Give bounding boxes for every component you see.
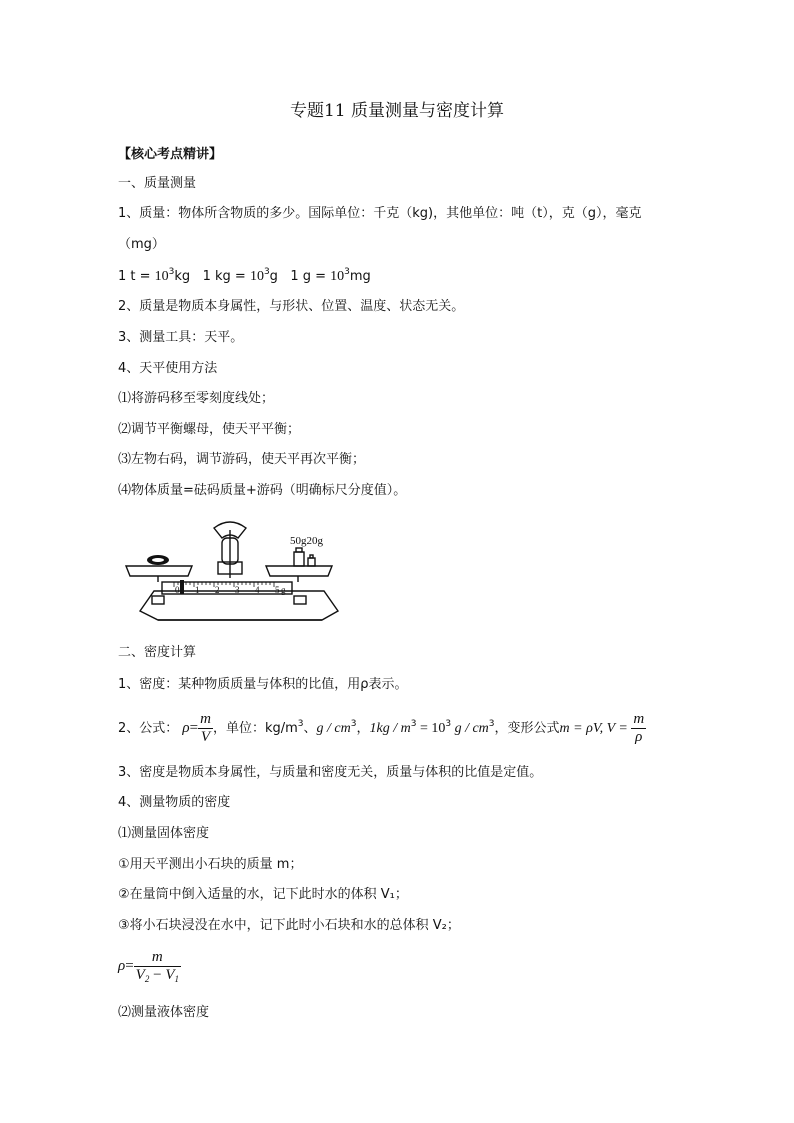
paragraph-balance-usage: 4、天平使用方法: [118, 361, 218, 376]
formula-conv-mid-exp: 3: [445, 719, 452, 729]
conv-c-lhs: 1 g =: [290, 269, 331, 284]
subheading-solid-density: ⑴测量固体密度: [118, 826, 210, 841]
solid-formula-fraction: [134, 949, 181, 984]
paragraph-mass-definition-continued: （mg）: [118, 237, 165, 252]
solid-step-item: ②在量筒中倒入适量的水，记下此时水的体积 V₁；: [118, 887, 408, 902]
heading-density-calculation: 二、密度计算: [118, 645, 197, 660]
solid-density-formula: [118, 948, 181, 988]
formula-conv-left-exp: 3: [410, 719, 417, 729]
unit-conversion-line: [118, 268, 371, 286]
conv-a-base: 10: [154, 269, 169, 284]
conv-c-exp: 3: [344, 267, 350, 277]
conv-b-unit: g: [269, 269, 278, 284]
solid-formula-den-b: V: [165, 967, 175, 983]
heading-mass-measurement: 一、质量测量: [118, 176, 197, 191]
formula-conv-right-exp: 3: [488, 719, 495, 729]
conv-c-base: 10: [330, 269, 345, 284]
right-pan: [266, 566, 332, 576]
paragraph-measuring-tool: 3、测量工具：天平。: [118, 330, 244, 345]
conv-b-exp: 3: [263, 267, 270, 277]
step-item: ⑷物体质量=砝码质量+游码（明确标尺分度值）。: [118, 483, 407, 498]
density-formula-line: [118, 710, 646, 746]
left-pan: [126, 566, 192, 576]
conv-a-lhs: 1 t =: [118, 269, 155, 284]
solid-step-item: ①用天平测出小石块的质量 m；: [118, 857, 303, 872]
formula-variant-label: ，变形公式: [494, 721, 560, 736]
section-header: 【核心考点精讲】: [118, 147, 223, 162]
formula-num: m: [200, 711, 211, 727]
formula-variant-num: m: [633, 711, 645, 727]
scale-tick-label: 4: [255, 585, 260, 595]
solid-formula-den-a-sub: 2: [144, 974, 150, 984]
step-item: ⑴将游码移至零刻度线处；: [118, 391, 275, 406]
page-title: 专题11 质量测量与密度计算: [289, 101, 505, 121]
solid-formula-eq: =: [125, 958, 134, 974]
paragraph-measure-density: 4、测量物质的密度: [118, 795, 231, 810]
formula-conv-mid: = 10: [416, 721, 446, 736]
formula-fraction: [198, 711, 213, 746]
paragraph-mass-property: 2、质量是物质本身属性，与形状、位置、温度、状态无关。: [118, 299, 465, 314]
step-item: ⑵调节平衡螺母，使天平平衡；: [118, 422, 301, 437]
left-leveling-foot: [152, 596, 164, 604]
formula-variant-den: ρ: [635, 729, 643, 745]
scale-tick-label: 5: [275, 585, 280, 595]
right-leveling-foot: [294, 596, 306, 604]
conv-b-base: 10: [249, 269, 264, 284]
paragraph-mass-definition: 1、质量：物体所含物质的多少。国际单位：千克（kg)，其他单位：吨（t），克（g），毫克: [118, 206, 642, 221]
formula-comma: ，: [356, 721, 370, 736]
formula-label: 2、公式：: [118, 721, 179, 736]
formula-variant-fraction: [631, 711, 646, 746]
conv-a-exp: 3: [168, 267, 175, 277]
formula-unit2-exp: 3: [350, 719, 357, 729]
formula-rho: ρ: [182, 720, 190, 736]
weights-label: 50g20g: [290, 535, 323, 547]
weight-50g: [294, 552, 304, 566]
conv-c-unit: mg: [349, 269, 371, 284]
solid-formula-minus: −: [149, 967, 166, 983]
solid-formula-den-a: V: [135, 967, 145, 983]
scale-tick-label: 0: [175, 585, 180, 595]
solid-formula-den-b-sub: 1: [174, 974, 179, 984]
scale-tick-label: 2: [215, 585, 220, 595]
step-item: ⑶左物右码，调节游码，使天平再次平衡；: [118, 452, 366, 467]
conv-a-unit: kg: [174, 269, 191, 284]
solid-step-item: ③将小石块浸没在水中，记下此时小石块和水的总体积 V₂；: [118, 918, 460, 933]
solid-formula-den: [134, 967, 181, 984]
formula-unit2: g / cm: [316, 721, 351, 736]
scale-tick-label: 1: [195, 585, 200, 595]
subheading-liquid-density: ⑵测量液体密度: [118, 1005, 210, 1020]
conv-b-lhs: 1 kg =: [202, 269, 250, 284]
formula-conv-right: g / cm: [451, 721, 489, 736]
formula-variant1: m = ρV, V =: [559, 721, 632, 736]
formula-den: V: [200, 729, 211, 745]
scale-unit-label: g: [281, 585, 286, 595]
weight-20g: [308, 558, 315, 566]
paragraph-density-property: 3、密度是物质本身属性，与质量和密度无关，质量与体积的比值是定值。: [118, 765, 543, 780]
formula-eq: =: [189, 720, 199, 736]
formula-unit-exp: 3: [297, 719, 304, 729]
balance-figure: [122, 516, 362, 636]
scale-tick-label: 3: [235, 585, 240, 595]
formula-unit-text: ，单位：kg/m: [212, 721, 298, 736]
formula-sep: 、: [303, 721, 317, 736]
solid-formula-rho: ρ: [118, 958, 126, 974]
balance-base: [140, 591, 338, 620]
solid-formula-num: m: [134, 949, 181, 967]
paragraph-density-definition: 1、密度：某种物质质量与体积的比值，用ρ表示。: [118, 677, 408, 692]
formula-conv-left: 1kg / m: [369, 721, 411, 736]
